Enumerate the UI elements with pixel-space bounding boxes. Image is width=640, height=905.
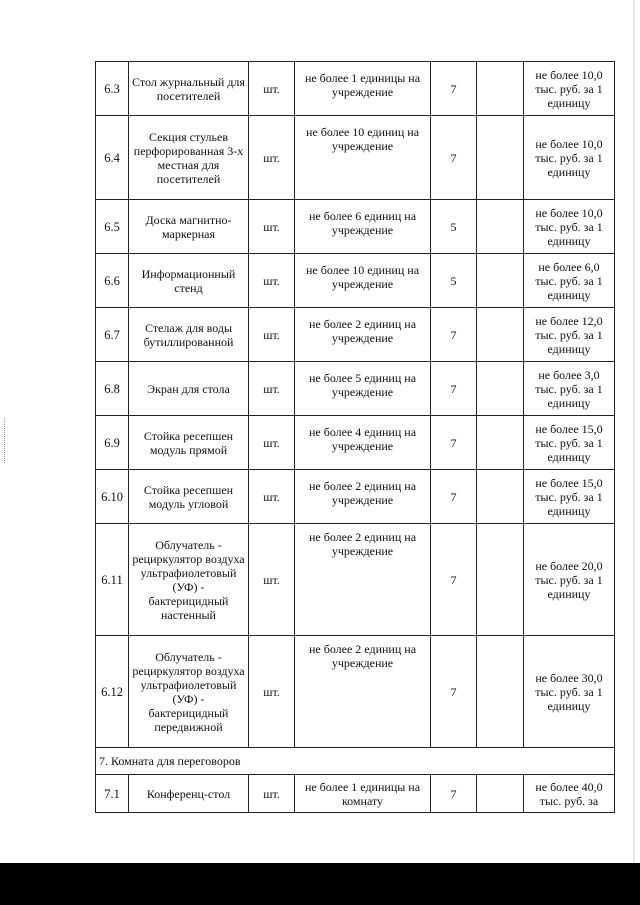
empty-cell	[477, 62, 524, 116]
table-row	[96, 116, 615, 200]
service-life-cell: 7	[431, 116, 477, 200]
row-number: 7.1	[96, 775, 129, 813]
row-number: 6.9	[96, 416, 129, 470]
row-number: 6.10	[96, 470, 129, 524]
service-life-cell: 7	[431, 62, 477, 116]
quantity-cell: не более 2 единиц на учреждение	[295, 636, 431, 748]
table-row	[96, 416, 615, 470]
unit-cell: шт.	[249, 636, 295, 748]
price-cell: не более 20,0 тыс. руб. за 1 единицу	[524, 524, 615, 636]
row-number: 6.4	[96, 116, 129, 200]
row-number: 6.8	[96, 362, 129, 416]
unit-cell: шт.	[249, 775, 295, 813]
item-name: Информационный стенд	[129, 254, 249, 308]
price-cell: не более 10,0 тыс. руб. за 1 единицу	[524, 116, 615, 200]
empty-cell	[477, 308, 524, 362]
scan-margin-marks	[4, 418, 8, 463]
quantity-cell: не более 2 единиц на учреждение	[295, 524, 431, 636]
item-name: Секция стульев перфорированная 3-х местная для посетителей	[129, 116, 249, 200]
service-life-cell: 7	[431, 308, 477, 362]
table-row	[96, 775, 615, 813]
quantity-cell: не более 1 единицы на учреждение	[295, 62, 431, 116]
unit-cell: шт.	[249, 416, 295, 470]
quantity-cell: не более 4 единиц на учреждение	[295, 416, 431, 470]
service-life-cell: 5	[431, 254, 477, 308]
table-row	[96, 636, 615, 748]
unit-cell: шт.	[249, 470, 295, 524]
quantity-cell: не более 2 единиц на учреждение	[295, 470, 431, 524]
row-number: 6.6	[96, 254, 129, 308]
row-number: 6.11	[96, 524, 129, 636]
empty-cell	[477, 254, 524, 308]
service-life-cell: 7	[431, 416, 477, 470]
price-cell: не более 30,0 тыс. руб. за 1 единицу	[524, 636, 615, 748]
section-row	[96, 748, 615, 775]
table-row	[96, 200, 615, 254]
quantity-cell: не более 10 единиц на учреждение	[295, 254, 431, 308]
unit-cell: шт.	[249, 524, 295, 636]
scan-bottom-border	[0, 863, 640, 905]
unit-cell: шт.	[249, 116, 295, 200]
scan-edge	[633, 0, 635, 863]
price-cell: не более 12,0 тыс. руб. за 1 единицу	[524, 308, 615, 362]
price-cell: не более 15,0 тыс. руб. за 1 единицу	[524, 470, 615, 524]
unit-cell: шт.	[249, 362, 295, 416]
service-life-cell: 7	[431, 362, 477, 416]
price-cell: не более 40,0 тыс. руб. за	[524, 775, 615, 813]
item-name: Стол журнальный для посетителей	[129, 62, 249, 116]
service-life-cell: 7	[431, 524, 477, 636]
price-cell: не более 3,0 тыс. руб. за 1 единицу	[524, 362, 615, 416]
quantity-cell: не более 1 единицы на комнату	[295, 775, 431, 813]
quantity-cell: не более 5 единиц на учреждение	[295, 362, 431, 416]
unit-cell: шт.	[249, 308, 295, 362]
item-name: Стойка ресепшен модуль угловой	[129, 470, 249, 524]
row-number: 6.7	[96, 308, 129, 362]
item-name: Облучатель - рециркулятор воздуха ультрафиолетовый (УФ) - бактерицидный передвижной	[129, 636, 249, 748]
table-row	[96, 470, 615, 524]
row-number: 6.12	[96, 636, 129, 748]
empty-cell	[477, 470, 524, 524]
item-name: Конференц-стол	[129, 775, 249, 813]
table-row	[96, 362, 615, 416]
equipment-norms-table	[95, 61, 615, 813]
table-body	[96, 62, 615, 813]
empty-cell	[477, 636, 524, 748]
quantity-cell: не более 10 единиц на учреждение	[295, 116, 431, 200]
empty-cell	[477, 775, 524, 813]
unit-cell: шт.	[249, 254, 295, 308]
section-title: 7. Комната для переговоров	[96, 748, 615, 775]
empty-cell	[477, 362, 524, 416]
item-name: Доска магнитно-маркерная	[129, 200, 249, 254]
item-name: Экран для стола	[129, 362, 249, 416]
table-row	[96, 524, 615, 636]
service-life-cell: 7	[431, 636, 477, 748]
table-row	[96, 62, 615, 116]
row-number: 6.3	[96, 62, 129, 116]
price-cell: не более 15,0 тыс. руб. за 1 единицу	[524, 416, 615, 470]
quantity-cell: не более 2 единиц на учреждение	[295, 308, 431, 362]
empty-cell	[477, 200, 524, 254]
table-row	[96, 308, 615, 362]
empty-cell	[477, 116, 524, 200]
service-life-cell: 5	[431, 200, 477, 254]
service-life-cell: 7	[431, 470, 477, 524]
item-name: Стелаж для воды бутиллированной	[129, 308, 249, 362]
service-life-cell: 7	[431, 775, 477, 813]
empty-cell	[477, 524, 524, 636]
unit-cell: шт.	[249, 62, 295, 116]
quantity-cell: не более 6 единиц на учреждение	[295, 200, 431, 254]
item-name: Стойка ресепшен модуль прямой	[129, 416, 249, 470]
table-row	[96, 254, 615, 308]
price-cell: не более 10,0 тыс. руб. за 1 единицу	[524, 200, 615, 254]
empty-cell	[477, 416, 524, 470]
item-name: Облучатель - рециркулятор воздуха ультрафиолетовый (УФ) - бактерицидный настенный	[129, 524, 249, 636]
row-number: 6.5	[96, 200, 129, 254]
price-cell: не более 6,0 тыс. руб. за 1 единицу	[524, 254, 615, 308]
price-cell: не более 10,0 тыс. руб. за 1 единицу	[524, 62, 615, 116]
unit-cell: шт.	[249, 200, 295, 254]
